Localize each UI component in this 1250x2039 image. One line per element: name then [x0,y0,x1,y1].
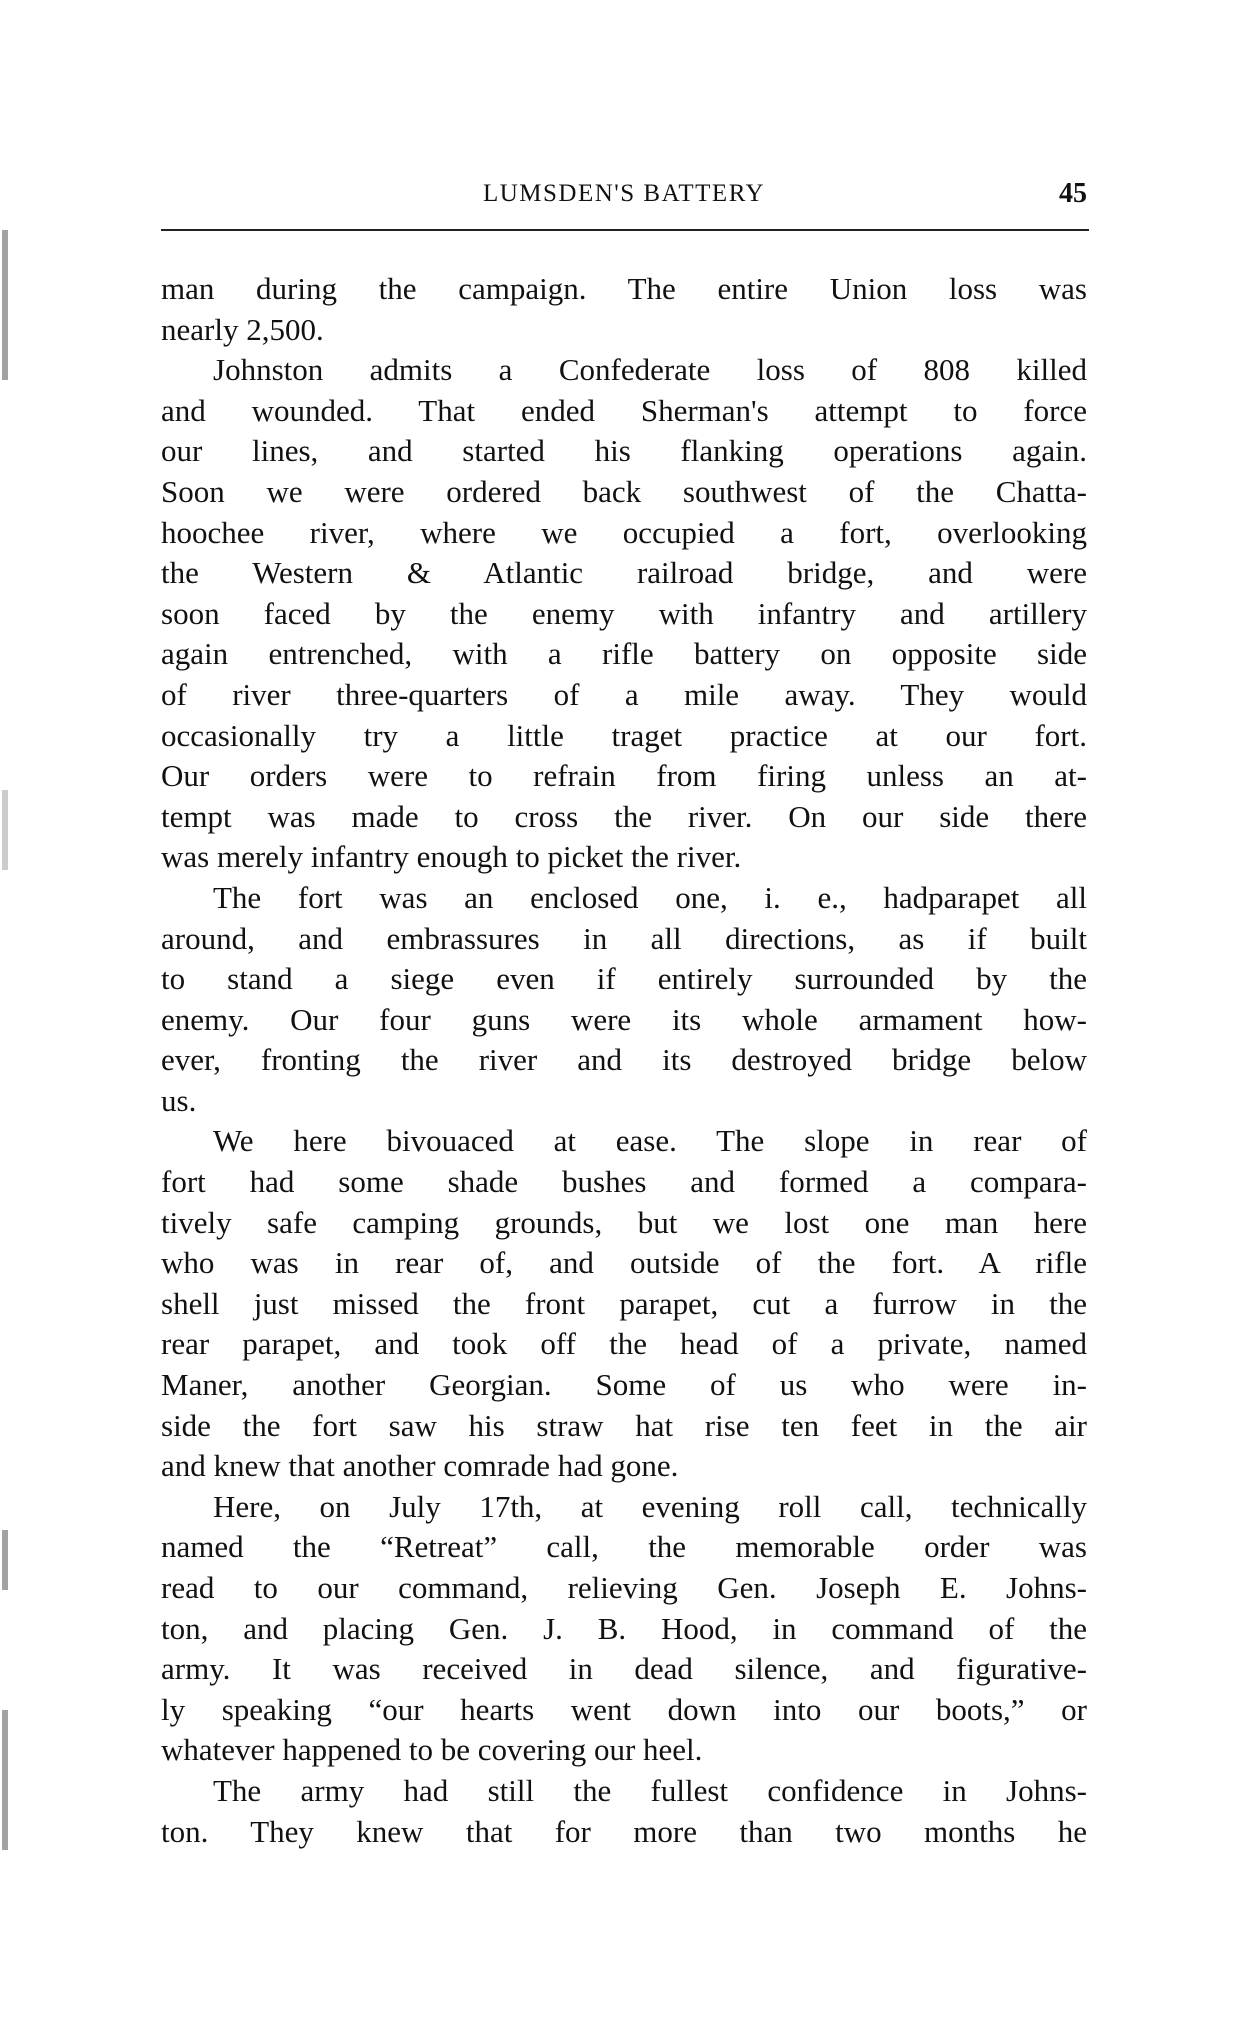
text-line: fort had some shade bushes and formed a compara- [161,1164,1087,1200]
text-line: ton, and placing Gen. J. B. Hood, in command of the [161,1610,1087,1646]
text-line: around, and embrassures in all directions, as if built [161,920,1087,956]
text-line: ton. They knew that for more than two months he [161,1813,1087,1849]
text-line: who was in rear of, and outside of the fort. A rifle [161,1245,1087,1281]
text-line: nearly 2,500. [161,311,324,347]
text-line: our lines, and started his flanking operations again. [161,433,1087,469]
text-line: read to our command, relieving Gen. Joseph E. Johns- [161,1570,1087,1605]
text-line: us. [161,1082,197,1118]
text-line: hoochee river, where we occupied a fort, overlooking [161,514,1087,550]
running-title: LUMSDEN'S BATTERY [482,180,766,207]
text-line: Here, on July 17th, at evening roll call, technically [213,1488,1087,1524]
text-line: whatever happened to be covering our heel. [161,1732,703,1768]
text-line: tempt was made to cross the river. On our side there [161,798,1087,834]
text-line: the Western & Atlantic railroad bridge, and were [161,555,1087,591]
text-line: and knew that another comrade had gone. [161,1448,679,1484]
text-line: Maner, another Georgian. Some of us who were in- [161,1367,1087,1403]
text-line: of river three-quarters of a mile away. They would [161,676,1087,712]
text-line: The fort was an enclosed one, i. e., hadparapet all [213,879,1087,915]
text-line: side the fort saw his straw hat rise ten feet in the air [161,1407,1087,1443]
text-line: soon faced by the enemy with infantry and artillery [161,595,1087,631]
body-text [161,269,1087,1852]
text-line: army. It was received in dead silence, and figurative- [161,1651,1087,1687]
text-line: The army had still the fullest confidence in Johns- [213,1772,1087,1808]
scan-edge-artifacts [0,230,14,1930]
text-line: Johnston admits a Confederate loss of 808 killed [213,352,1087,388]
text-line: again entrenched, with a rifle battery on opposite side [161,636,1087,672]
text-line: shell just missed the front parapet, cut a furrow in the [161,1285,1087,1321]
text-line: Our orders were to refrain from firing unless an at- [161,758,1087,794]
text-line: occasionally try a little traget practice at our fort. [161,717,1087,753]
text-line: ly speaking “our hearts went down into our boots,” or [161,1691,1087,1727]
text-line: tively safe camping grounds, but we lost one man here [161,1204,1087,1240]
text-line: rear parapet, and took off the head of a private, named [161,1326,1087,1362]
text-line: man during the campaign. The entire Union loss was [161,271,1087,306]
page-number: 45 [1059,178,1087,209]
text-line: We here bivouaced at ease. The slope in rear of [213,1123,1087,1159]
text-line: enemy. Our four guns were its whole armament how- [161,1001,1087,1037]
text-line: was merely infantry enough to picket the river. [161,839,742,875]
text-line: ever, fronting the river and its destroyed bridge below [161,1042,1087,1078]
text-line: to stand a siege even if entirely surrounded by the [161,961,1087,997]
text-line: Soon we were ordered back southwest of the Chatta- [161,473,1087,509]
page-header [161,178,1087,218]
header-rule [161,229,1089,231]
text-line: and wounded. That ended Sherman's attempt to force [161,392,1087,428]
text-line: named the “Retreat” call, the memorable order was [161,1529,1087,1565]
